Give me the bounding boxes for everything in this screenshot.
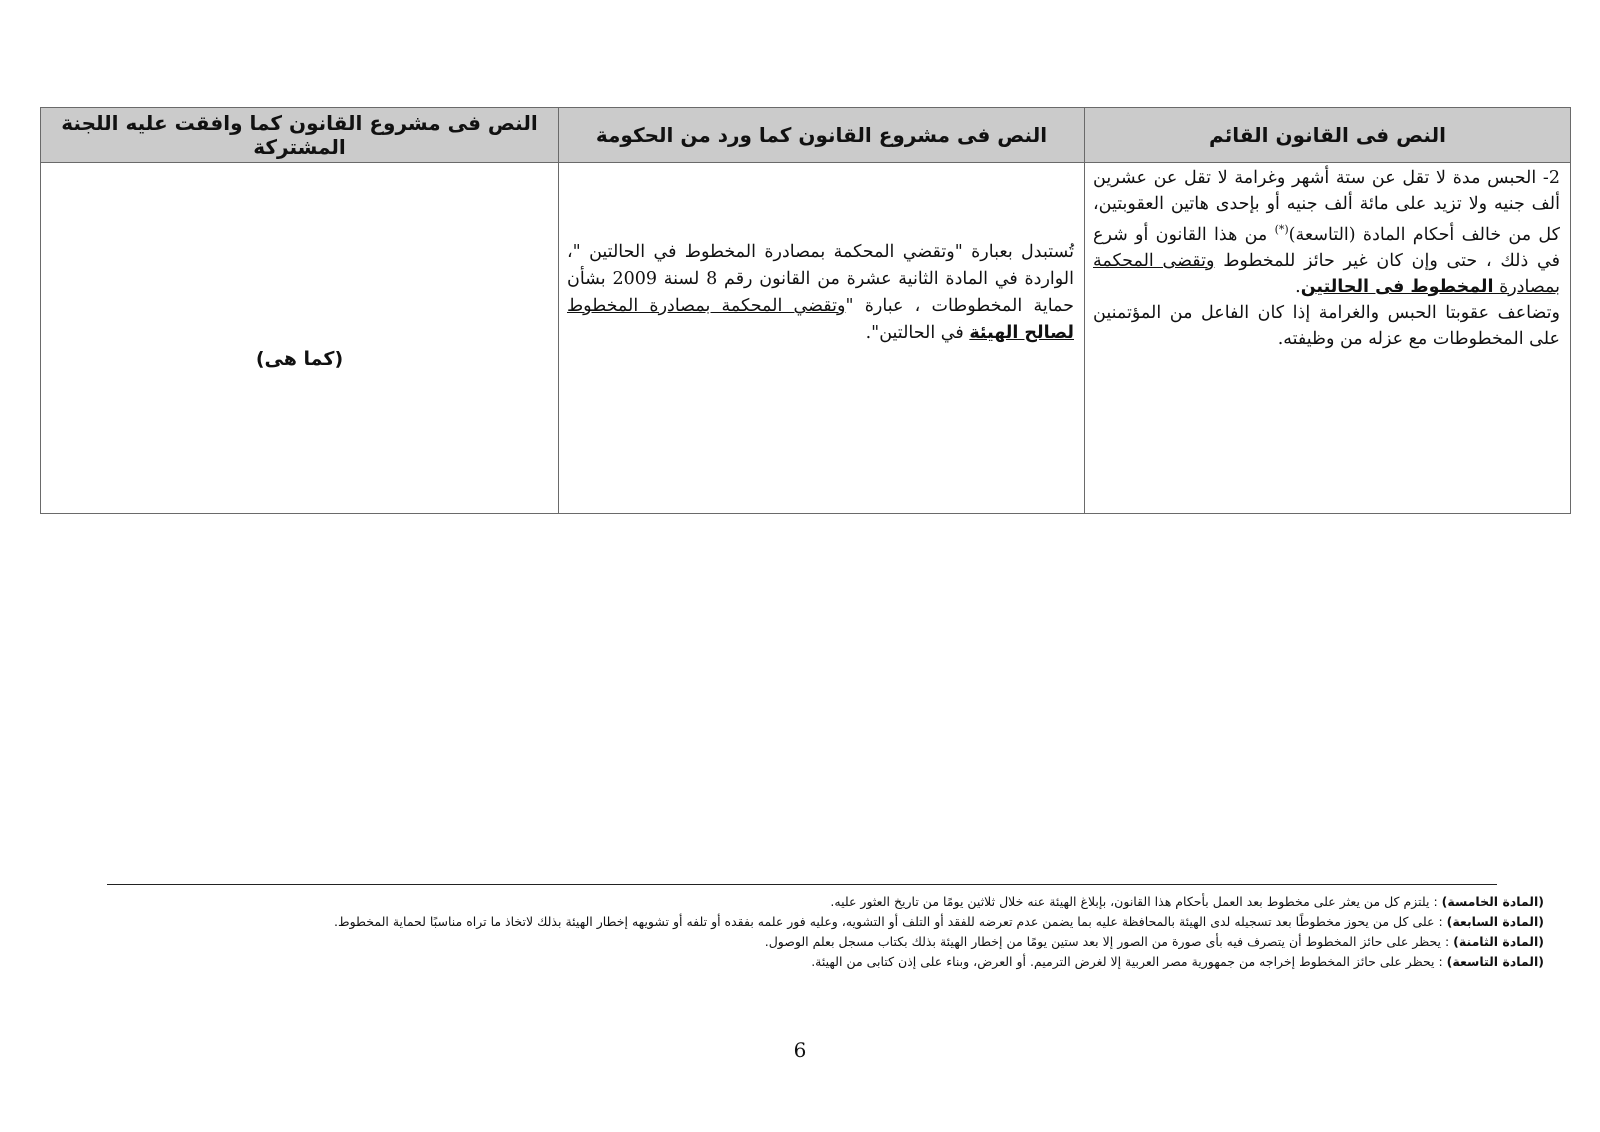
footnote-text: : يلتزم كل من يعثر على مخطوط بعد العمل بأحكام هذا القانون، بإبلاغ الهيئة عنه خلال ثلاثين يومًا من تاريخ العثور عليه. <box>830 894 1442 909</box>
footnote-text: : يحظر على حائز المخطوط أن يتصرف فيه بأى صورة من الصور إلا بعد ستين يومًا من إخطار الهيئة بذلك بكتاب مسجل بعلم الوصول. <box>764 934 1454 949</box>
footnote-item <box>144 912 1544 932</box>
footnote-label: (المادة الثامنة) <box>1453 934 1544 949</box>
government-draft-underlined: وتقضي المحكمة بمصادرة المخطوط <box>567 296 846 316</box>
footnote-marker: (*) <box>1274 223 1289 236</box>
joint-committee-text: (كما هى) <box>255 348 344 370</box>
header-government-draft: النص فى مشروع القانون كما ورد من الحكومة <box>559 108 1085 163</box>
footnote-item <box>144 932 1544 952</box>
table-header-row <box>41 108 1571 163</box>
header-joint-committee: النص فى مشروع القانون كما وافقت عليه اللجنة المشتركة <box>41 108 559 163</box>
comparison-table <box>40 107 1571 514</box>
cell-government-draft <box>559 163 1085 514</box>
footnotes <box>144 892 1544 972</box>
footnote-text: : يحظر على حائز المخطوط إخراجه من جمهورية مصر العربية إلا لغرض الترميم. أو العرض، وبناء على إذن كتابى من الهيئة. <box>811 954 1447 969</box>
footnote-label: (المادة السابعة) <box>1446 914 1544 929</box>
footnote-label: (المادة التاسعة) <box>1446 954 1544 969</box>
footnote-item <box>144 892 1544 912</box>
cell-existing-law <box>1085 163 1571 514</box>
existing-law-paragraph-1 <box>1093 165 1560 300</box>
government-draft-bold-underlined: لصالح الهيئة <box>969 323 1074 343</box>
footnote-text: : على كل من يحوز مخطوطًا بعد تسجيله لدى الهيئة بالمحافظة عليه بما يضمن عدم تعرضه للفقد أو التلف أو التشويه، وعليه فور علمه بفقده أو تلفه أو تشويهه إخطار الهيئة بذلك لاتخاذ ما تراه مناسبًا لحماية المخطوط. <box>334 914 1447 929</box>
existing-law-paragraph-2: وتضاعف عقوبتا الحبس والغرامة إذا كان الفاعل من المؤتمنين على المخطوطات مع عزله من وظيفته. <box>1093 302 1560 349</box>
footnote-separator <box>107 884 1497 885</box>
footnote-item <box>144 952 1544 972</box>
existing-law-period: . <box>1295 276 1301 297</box>
government-draft-text-a: تُستبدل بعبارة "وتقضي المحكمة بمصادرة المخطوط في الحالتين "، الواردة في المادة الثانية عشرة من القانون رقم 8 لسنة 2009 بشأن حماية المخطوطات ، عبارة " <box>567 242 1075 316</box>
existing-law-bold-text: المخطوط فى الحالتين <box>1300 276 1494 297</box>
existing-law-text-a: 2- الحبس مدة لا تقل عن ستة أشهر وغرامة لا تقل عن عشرين ألف جنيه ولا تزيد على مائة ألف جنيه أو بإحدى هاتين العقوبتين، كل من خالف أحكام المادة (التاسعة) <box>1093 168 1560 245</box>
existing-law-text-b: من هذا القانون أو شرع في ذلك ، حتى وإن كان غير حائز للمخطوط <box>1093 224 1560 271</box>
existing-law-underlined-text: وتقضى المحكمة بمصادرة <box>1093 250 1560 297</box>
footnote-label: (المادة الخامسة) <box>1441 894 1544 909</box>
page-number: 6 <box>793 1038 807 1062</box>
comparison-table-wrapper <box>40 107 1571 514</box>
government-draft-text-b: في الحالتين". <box>865 323 970 343</box>
header-existing-law: النص فى القانون القائم <box>1085 108 1571 163</box>
table-row <box>41 163 1571 514</box>
cell-joint-committee <box>41 163 559 514</box>
